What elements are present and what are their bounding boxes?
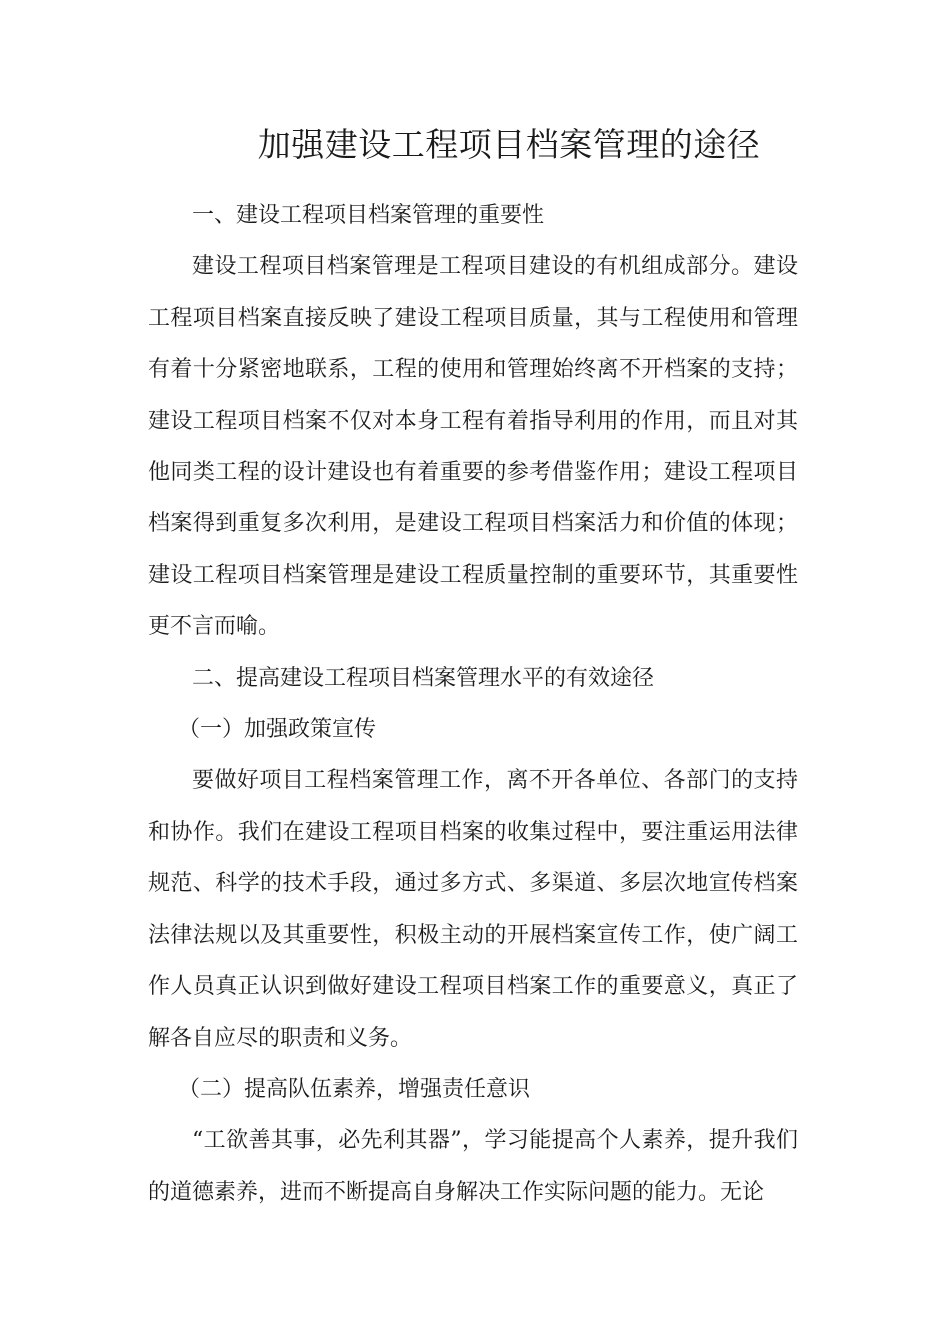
section-1-heading: 一、建设工程项目档案管理的重要性 bbox=[192, 203, 545, 228]
subsection-2-heading: （二）提高队伍素养，增强责任意识 bbox=[178, 1076, 531, 1102]
subsection-2-paragraph: “工欲善其事，必先利其器”，学习能提高个人素养，提升我们的道德素养，进而不断提高自身解决工作实际问题的能力。无论 bbox=[148, 1128, 798, 1205]
subsection-1-heading: （一）加强政策宣传 bbox=[178, 717, 377, 743]
section-2-heading: 二、提高建设工程项目档案管理水平的有效途径 bbox=[192, 665, 655, 691]
section-1-paragraph: 建设工程项目档案管理是工程项目建设的有机组成部分。建设工程项目档案直接反映了建设工程项目质量，其与工程使用和管理有着十分紧密地联系，工程的使用和管理始终离不开档案的支持；建设工程项目档案不仅对本身工程有着指导利用的作用，而且对其他同类工程的设计建设也有着重要的参考借鉴作用；建设工程项目档案得到重复多次利用，是建设工程项目档案活力和价值的体现；建设工程项目档案管理是建设工程质量控制的重要环节，其重要性更不言而喻。 bbox=[148, 254, 798, 640]
document-title: 加强建设工程项目档案管理的途径 bbox=[257, 125, 761, 164]
document-body bbox=[148, 190, 798, 1218]
subsection-1-paragraph: 要做好项目工程档案管理工作，离不开各单位、各部门的支持和协作。我们在建设工程项目档案的收集过程中，要注重运用法律规范、科学的技术手段，通过多方式、多渠道、多层次地宣传档案法律法规以及其重要性，积极主动的开展档案宣传工作，使广阔工作人员真正认识到做好建设工程项目档案工作的重要意义，真正了解各自应尽的职责和义务。 bbox=[148, 768, 798, 1051]
